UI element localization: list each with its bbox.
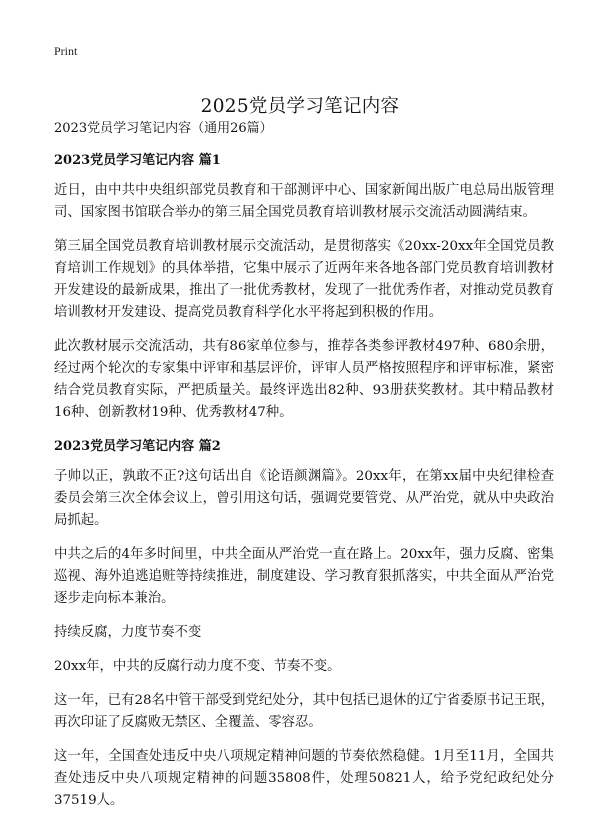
paragraph: 近日，由中共中央组织部党员教育和干部测评中心、国家新闻出版广电总局出版管理司、国家图书馆联合举办的第三届全国党员教育培训教材展示交流活动圆满结束。: [54, 183, 554, 220]
document-subtitle: 2023党员学习笔记内容（通用26篇）: [54, 121, 273, 136]
paragraph: 子帅以正，孰敢不正?这句话出自《论语颜渊篇》。20xx年，在第xx届中央纪律检查委员会第三次全体会议上，曾引用这句话，强调党要管党、从严治党，就从中央政治局抓起。: [54, 469, 554, 528]
paragraph: 第三届全国党员教育培训教材展示交流活动，是贯彻落实《20xx-20xx年全国党员教育培训工作规划》的具体举措，它集中展示了近两年来各地各部门党员教育培训教材开发建设的最新成果，推出了一批优秀教材，发现了一批优秀作者，对推动党员教育培训教材开发建设、提高党员教育科学化水平将起到积极的作用。: [54, 239, 554, 320]
paragraph: 此次教材展示交流活动，共有86家单位参与，推荐各类参评教材497种、680余册，经过两个轮次的专家集中评审和基层评价，评审人员严格按照程序和评审标准，紧密结合党员教育实际，严把质量关。最终评选出82种、93册获奖教材。其中精品教材16种、创新教材19种、优秀教材47种。: [54, 339, 554, 420]
paragraph: 持续反腐，力度节奏不变: [54, 625, 202, 640]
document-title: 2025党员学习笔记内容: [200, 96, 400, 118]
document-body: [54, 120, 554, 824]
section-heading-1: 2023党员学习笔记内容 篇1: [54, 153, 221, 168]
paragraph: 20xx年，中共的反腐行动力度不变、节奏不变。: [54, 659, 341, 674]
paragraph: 中共之后的4年多时间里，中共全面从严治党一直在路上。20xx年，强力反腐、密集巡视、海外追逃追赃等持续推进，制度建设、学习教育狠抓落实，中共全面从严治党逐步走向标本兼治。: [54, 547, 554, 606]
paragraph: 这一年，全国查处违反中央八项规定精神问题的节奏依然稳健。1月至11月，全国共查处违反中央八项规定精神的问题35808件，处理50821人，给予党纪政纪处分37519人。: [54, 749, 554, 808]
section-heading-2: 2023党员学习笔记内容 篇2: [54, 439, 221, 454]
print-link[interactable]: Print: [54, 44, 78, 58]
paragraph: 这一年，已有28名中管干部受到党纪处分，其中包括已退休的辽宁省委原书记王珉，再次印证了反腐败无禁区、全覆盖、零容忍。: [54, 693, 554, 730]
